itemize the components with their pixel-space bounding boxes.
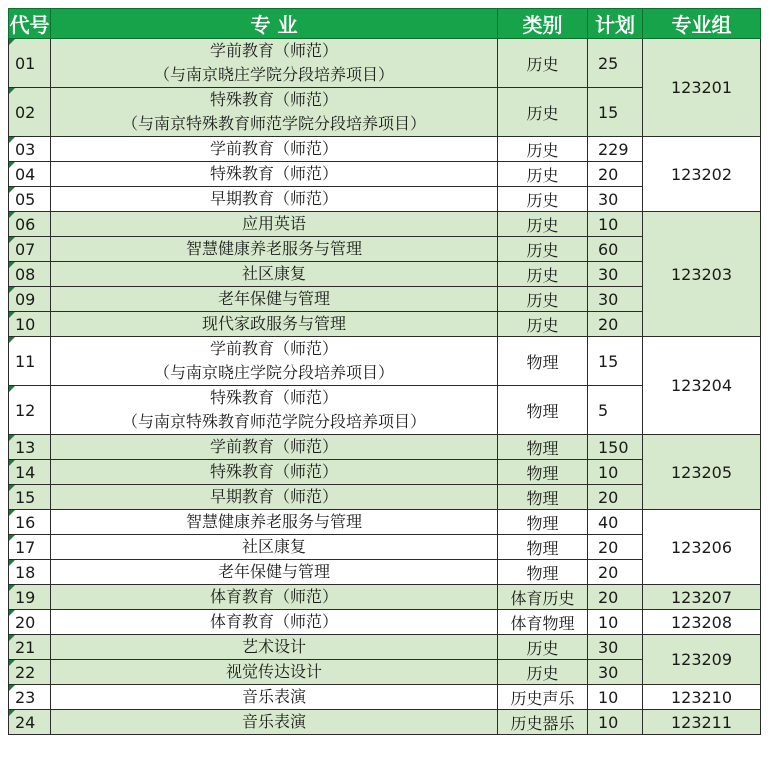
- row-category: 历史: [498, 162, 588, 187]
- row-plan: 40: [588, 510, 643, 535]
- row-major: 老年保健与管理: [51, 287, 498, 312]
- table-row: [9, 510, 761, 535]
- row-plan: 20: [588, 312, 643, 337]
- row-plan: 10: [588, 212, 643, 237]
- row-code: 21: [9, 635, 51, 660]
- table-header-row: [9, 9, 761, 39]
- row-code: 15: [9, 485, 51, 510]
- row-category: 历史: [498, 88, 588, 137]
- table-row: [9, 39, 761, 88]
- enrollment-plan-table: [8, 8, 761, 735]
- row-major: 体育教育（师范）: [51, 585, 498, 610]
- row-code: 16: [9, 510, 51, 535]
- group-code: 123208: [643, 610, 761, 635]
- row-plan: 30: [588, 635, 643, 660]
- row-plan: 15: [588, 88, 643, 137]
- row-plan: 20: [588, 162, 643, 187]
- row-major: 社区康复: [51, 262, 498, 287]
- row-major: 早期教育（师范）: [51, 485, 498, 510]
- row-major: 学前教育（师范）: [51, 137, 498, 162]
- table-row: [9, 585, 761, 610]
- row-major: 早期教育（师范）: [51, 187, 498, 212]
- row-plan: 150: [588, 435, 643, 460]
- major-line-1: 学前教育（师范）: [209, 339, 338, 358]
- header-major: 专 业: [51, 9, 498, 39]
- row-code: 17: [9, 535, 51, 560]
- row-plan: 10: [588, 685, 643, 710]
- row-category: 历史: [498, 312, 588, 337]
- row-plan: 30: [588, 262, 643, 287]
- row-category: 体育历史: [498, 585, 588, 610]
- table-row: [9, 212, 761, 237]
- row-plan: 25: [588, 39, 643, 88]
- row-code: 12: [9, 386, 51, 435]
- row-category: 历史: [498, 212, 588, 237]
- table-row: [9, 435, 761, 460]
- row-category: 物理: [498, 460, 588, 485]
- row-category: 历史声乐: [498, 685, 588, 710]
- group-code: 123204: [643, 337, 761, 435]
- group-code: 123210: [643, 685, 761, 710]
- major-line-2: （与南京特殊教育师范学院分段培养项目）: [121, 114, 426, 133]
- row-code: 23: [9, 685, 51, 710]
- row-code: 22: [9, 660, 51, 685]
- row-plan: 15: [588, 337, 643, 386]
- row-major: 体育教育（师范）: [51, 610, 498, 635]
- group-code: 123207: [643, 585, 761, 610]
- row-code: 02: [9, 88, 51, 137]
- cropped-title-strip: [0, 0, 770, 8]
- row-code: 10: [9, 312, 51, 337]
- group-code: 123201: [643, 39, 761, 137]
- row-category: 物理: [498, 337, 588, 386]
- row-plan: 5: [588, 386, 643, 435]
- row-category: 历史: [498, 237, 588, 262]
- row-plan: 229: [588, 137, 643, 162]
- header-group: 专业组: [643, 9, 761, 39]
- row-category: 物理: [498, 435, 588, 460]
- row-category: 历史: [498, 660, 588, 685]
- row-plan: 20: [588, 585, 643, 610]
- row-category: 物理: [498, 535, 588, 560]
- row-major: 特殊教育（师范）: [51, 460, 498, 485]
- row-major: 视觉传达设计: [51, 660, 498, 685]
- row-major: 智慧健康养老服务与管理: [51, 237, 498, 262]
- row-category: 物理: [498, 386, 588, 435]
- row-code: 19: [9, 585, 51, 610]
- group-code: 123206: [643, 510, 761, 585]
- table-row: [9, 635, 761, 660]
- row-major: 老年保健与管理: [51, 560, 498, 585]
- table-row: [9, 337, 761, 386]
- row-category: 历史: [498, 287, 588, 312]
- row-category: 历史: [498, 635, 588, 660]
- row-code: 06: [9, 212, 51, 237]
- group-code: 123203: [643, 212, 761, 337]
- row-code: 04: [9, 162, 51, 187]
- row-major: 艺术设计: [51, 635, 498, 660]
- row-category: 历史: [498, 39, 588, 88]
- group-code: 123211: [643, 710, 761, 735]
- row-plan: 60: [588, 237, 643, 262]
- row-code: 08: [9, 262, 51, 287]
- row-major: 现代家政服务与管理: [51, 312, 498, 337]
- row-major: [51, 386, 498, 435]
- group-code: 123202: [643, 137, 761, 212]
- row-code: 05: [9, 187, 51, 212]
- row-plan: 10: [588, 610, 643, 635]
- row-major: [51, 337, 498, 386]
- row-major: 音乐表演: [51, 710, 498, 735]
- major-line-1: 特殊教育（师范）: [209, 388, 338, 407]
- row-major: [51, 88, 498, 137]
- row-major: 智慧健康养老服务与管理: [51, 510, 498, 535]
- row-major: 音乐表演: [51, 685, 498, 710]
- row-major: 特殊教育（师范）: [51, 162, 498, 187]
- row-code: 13: [9, 435, 51, 460]
- row-code: 18: [9, 560, 51, 585]
- row-code: 03: [9, 137, 51, 162]
- major-line-2: （与南京晓庄学院分段培养项目）: [153, 363, 394, 382]
- header-code: 代号: [9, 9, 51, 39]
- row-major: [51, 39, 498, 88]
- row-code: 24: [9, 710, 51, 735]
- row-plan: 20: [588, 485, 643, 510]
- row-category: 体育物理: [498, 610, 588, 635]
- row-code: 07: [9, 237, 51, 262]
- row-category: 历史: [498, 137, 588, 162]
- major-line-2: （与南京晓庄学院分段培养项目）: [153, 65, 394, 84]
- row-plan: 20: [588, 560, 643, 585]
- table-row: [9, 710, 761, 735]
- row-code: 20: [9, 610, 51, 635]
- group-code: 123205: [643, 435, 761, 510]
- row-plan: 30: [588, 187, 643, 212]
- group-code: 123209: [643, 635, 761, 685]
- row-plan: 10: [588, 710, 643, 735]
- row-code: 11: [9, 337, 51, 386]
- row-major: 学前教育（师范）: [51, 435, 498, 460]
- row-code: 09: [9, 287, 51, 312]
- row-code: 14: [9, 460, 51, 485]
- header-plan: 计划: [588, 9, 643, 39]
- row-major: 应用英语: [51, 212, 498, 237]
- table-row: [9, 610, 761, 635]
- row-category: 物理: [498, 510, 588, 535]
- row-category: 历史器乐: [498, 710, 588, 735]
- header-category: 类别: [498, 9, 588, 39]
- row-category: 物理: [498, 560, 588, 585]
- row-plan: 10: [588, 460, 643, 485]
- row-category: 历史: [498, 187, 588, 212]
- row-code: 01: [9, 39, 51, 88]
- row-plan: 30: [588, 287, 643, 312]
- major-line-1: 特殊教育（师范）: [209, 90, 338, 109]
- major-line-1: 学前教育（师范）: [209, 41, 338, 60]
- row-category: 历史: [498, 262, 588, 287]
- row-plan: 20: [588, 535, 643, 560]
- major-line-2: （与南京特殊教育师范学院分段培养项目）: [121, 412, 426, 431]
- table-row: [9, 137, 761, 162]
- row-major: 社区康复: [51, 535, 498, 560]
- row-plan: 30: [588, 660, 643, 685]
- table-row: [9, 685, 761, 710]
- row-category: 物理: [498, 485, 588, 510]
